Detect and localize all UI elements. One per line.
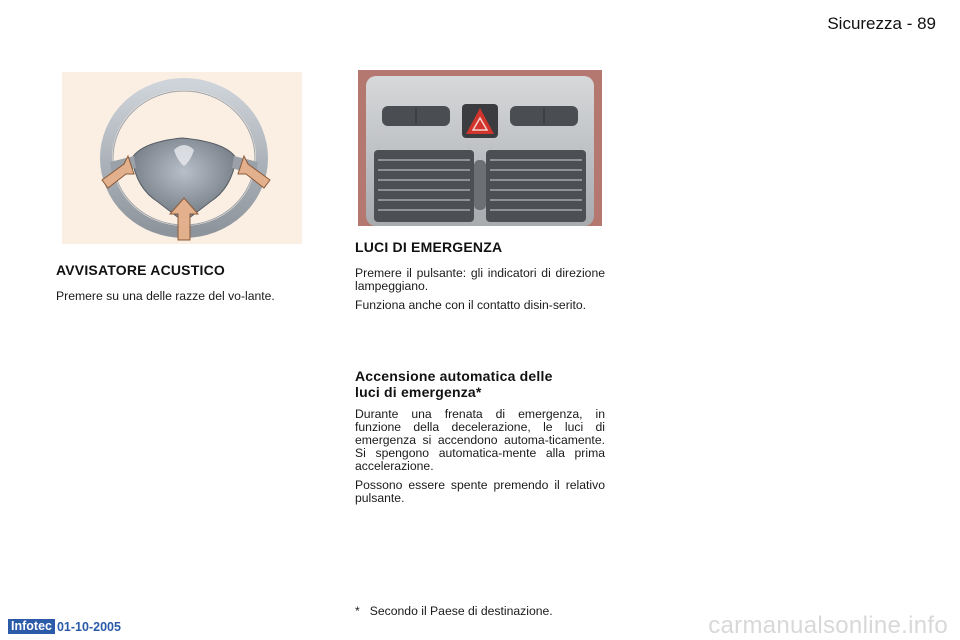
footnote: [355, 604, 553, 618]
footer-date: 01-10-2005: [56, 619, 121, 634]
horn-heading: AVVISATORE ACUSTICO: [56, 262, 225, 278]
hazard-section: [355, 239, 605, 318]
hazard-para-2: Funziona anche con il contatto disin-serito.: [355, 298, 587, 312]
auto-hazard-heading: [355, 368, 605, 400]
footer-brand: [8, 619, 121, 634]
hazard-switch-panel-photo: [358, 70, 602, 226]
page-header-title: Sicurezza - 89: [827, 14, 936, 33]
hazard-para-1: Premere il pulsante: gli indicatori di direzione lampeggiano.: [355, 266, 605, 293]
steering-wheel-illustration: [62, 72, 302, 244]
horn-section: [56, 262, 308, 309]
auto-hazard-section: [355, 368, 605, 511]
footnote-text: Secondo il Paese di destinazione.: [369, 604, 553, 618]
auto-hazard-para-1: Durante una frenata di emergenza, in funzione della decelerazione, le luci di emergenza si accendono automa-ticamente. Si spengono automatica-mente alla prima accelerazione.: [355, 407, 605, 473]
hazard-heading: LUCI DI EMERGENZA: [355, 239, 503, 255]
auto-hazard-heading-line2: luci di emergenza*: [355, 384, 482, 400]
auto-hazard-heading-line1: Accensione automatica delle: [355, 368, 553, 384]
watermark: carmanualsonline.info: [708, 612, 948, 639]
footnote-star: *: [355, 604, 360, 618]
horn-body: Premere su una delle razze del vo-lante.: [56, 289, 275, 303]
auto-hazard-para-2: Possono essere spente premendo il relativo pulsante.: [355, 478, 605, 505]
infotec-logo: Infotec: [8, 619, 55, 634]
